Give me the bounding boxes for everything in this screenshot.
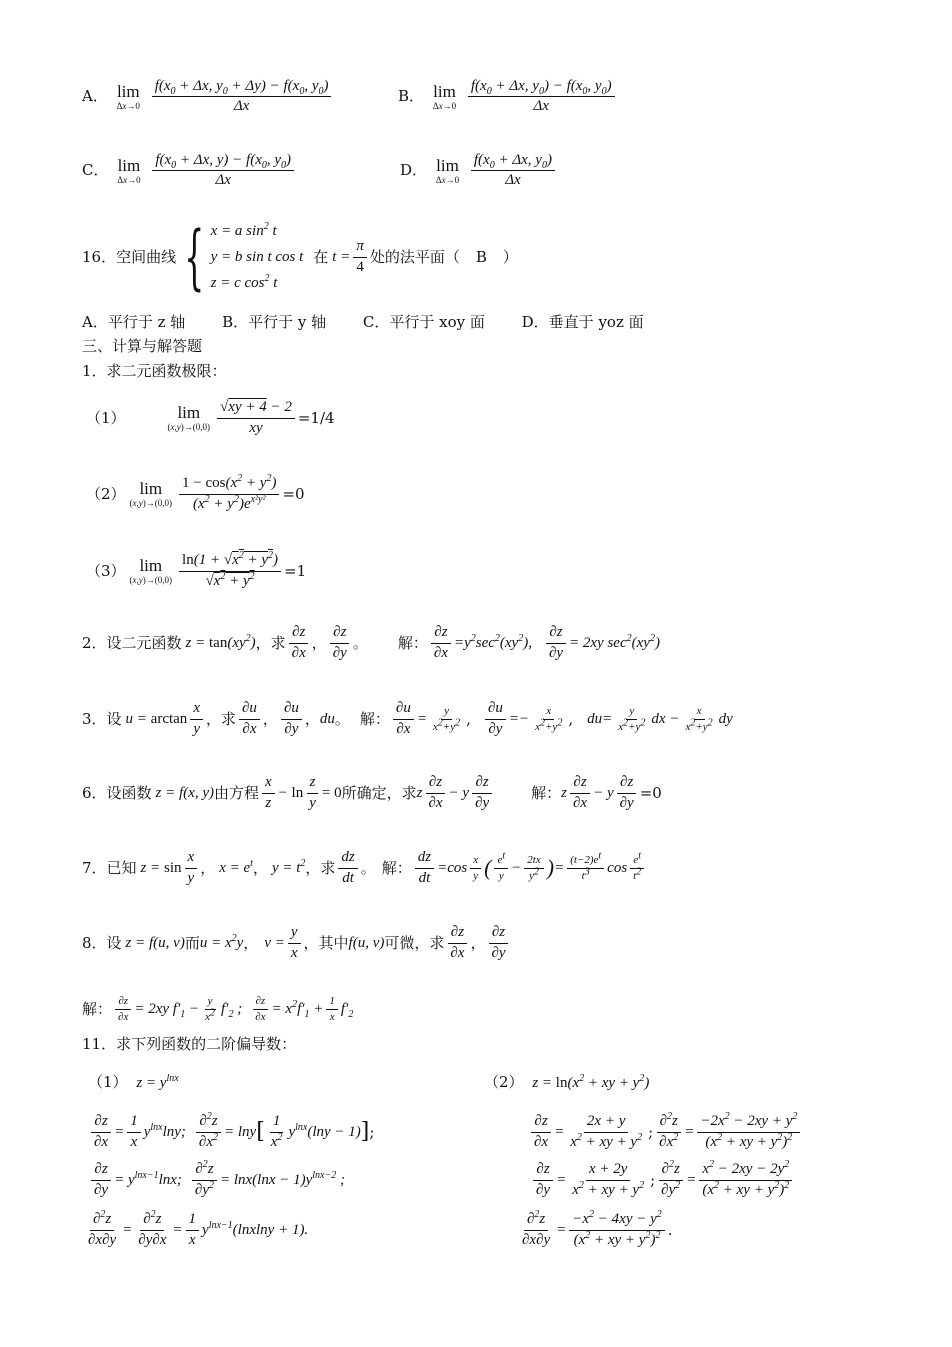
fraction: $\frac{2tx}{y^2}$ xyxy=(524,854,543,882)
limit-operator: lim (x,y)→(0,0) xyxy=(167,403,211,432)
q11-part-2: （2） $z = \ln(x^2$ + xy + $y^2$) xyxy=(484,1073,650,1091)
fraction: $\frac{x}{y}$ xyxy=(470,854,481,882)
fraction: $\frac{\partial z}{\partial x}$ xyxy=(91,1113,111,1151)
fraction: $\frac{\partial z}{\partial x}$ xyxy=(531,1113,551,1151)
question-7: 7．已知 z = sin $\frac{x}{y}$ ， $x = e^t$ ， $y = t^2$ ，求 $\frac{dz}{dt}$ 。 解： $\frac{dz}{dt}$ =cos $\frac{x}{y}$ ( $\frac{e^t}{y}$ − $\frac{2tx}{y^2}$ ) = $\frac{(t-2)e^t}{t^3}$ cos $\frac{e^t}{t^2}$ xyxy=(82,845,647,891)
fraction: $\frac{\partial^2z}{\partial x^2}$ xyxy=(656,1113,681,1151)
fraction: $\frac{\pi}{4}$ xyxy=(353,238,367,276)
fraction: $\frac{\partial z}{\partial y}$ xyxy=(533,1161,553,1199)
q8-solution: 解： $\frac{\partial z}{\partial x}$ = 2xy $f'_1$ − $\frac{y}{x^2}$ $f'_2$ ; $\frac{\partial z}{\partial x}$ = $x^2f'_1$ + $\frac{1}{x}$ $f'_2$ xyxy=(82,994,354,1023)
fraction: $\frac{f(x_0 + \Delta x, y_0)}{\Delta x}$ xyxy=(471,152,555,190)
fraction: $\frac{dz}{dt}$ xyxy=(415,849,434,887)
fraction: $\frac{\partial z}{\partial y}$ xyxy=(330,624,350,662)
fraction: $\frac{(t-2)e^t}{t^3}$ xyxy=(567,854,604,882)
fraction: $\frac{x}{x^2+y^2}$ xyxy=(685,704,713,733)
fraction: $\frac{\partial u}{\partial y}$ xyxy=(281,700,302,738)
q1-title: 1．求二元函数极限： xyxy=(82,362,227,380)
left-brace: { xyxy=(184,216,205,298)
q11-2-line-3: $\frac{\partial^2z}{\partial x\partial y}$ = $\frac{-x^2 - 4xy - y^2}{(x^2 + xy + y^2)^2}$ . xyxy=(516,1208,673,1252)
fraction: $\frac{z}{y}$ xyxy=(306,774,319,812)
fraction: $\frac{x}{y}$ xyxy=(185,849,198,887)
answer: B xyxy=(475,248,487,266)
fraction: $\frac{\partial z}{\partial x}$ xyxy=(115,995,131,1023)
q11-1-line-3: $\frac{\partial^2z}{\partial x\partial y}$ = $\frac{\partial^2z}{\partial y\partial x}$ = $\frac{1}{x}$ $y^{lnx-1}(lnxlny + 1)$. xyxy=(82,1208,308,1252)
limit-operator: lim Δx→0 xyxy=(116,81,140,111)
fraction: $\frac{y}{x^2}$ xyxy=(205,994,215,1023)
fraction: $\frac{x}{y}$ xyxy=(190,700,203,738)
fraction: $\frac{y}{x}$ xyxy=(288,924,301,962)
question-16: 16． 空间曲线 { x = a $\sin^2 t$ y = b sin t cos t z = c $\cos^2 t$ 在 t = $\frac{\pi}{4}$ 处的法平面（ B ） xyxy=(82,216,518,298)
limit-operator: lim Δx→0 xyxy=(432,81,457,111)
question-2: 2．设二元函数 $z = \tan(xy^2)$ ，求 $\frac{\partial z}{\partial x}$ ， $\frac{\partial z}{\partial y}$ 。 解： $\frac{\partial z}{\partial x}$ $=y^2\sec^2(xy^2)$, $\frac{\partial z}{\partial y}$ = 2xy $\sec^2(xy^2)$ xyxy=(82,624,660,661)
option-b: B． lim Δx→0 $\frac{f(x_0 + \Delta x, y_0) - f(x_0, y_0)}{\Delta x}$ xyxy=(398,78,618,116)
q11-1-line-2: $\frac{\partial z}{\partial y}$ = $y^{lnx-1}\ln x$; $\frac{\partial^2z}{\partial y^2}$ = $\ln x(\ln x - 1)y^{lnx-2}$ ; xyxy=(88,1158,345,1202)
option-c: C． lim Δx→0 $\frac{f(x_0 + \Delta x, y) - f(x_0, y_0)}{\Delta x}$ xyxy=(82,152,297,190)
fraction: $\frac{\partial z}{\partial x}$ xyxy=(447,924,467,962)
fraction: $\frac{f(x_0 + \Delta x, y_0 + \Delta y) - f(x_0, y_0)}{\Delta x}$ xyxy=(152,78,332,116)
question-8: 8．设 z = f(u, v) 而 $u = x^2y$ ， v = $\frac{y}{x}$ ，其中 f(u, v) 可微，求 $\frac{\partial z}{\partial x}$ ， $\frac{\partial z}{\partial y}$ xyxy=(82,918,512,968)
question-6: 6．设函数 z = f(x, y) 由方程 $\frac{x}{z}$ − ln $\frac{z}{y}$ = 0 所确定，求 z $\frac{\partial z}{\partial x}$ − y $\frac{\partial z}{\partial y}$ 解： z $\frac{\partial z}{\partial x}$ − y $\frac{\partial z}{\partial y}$ =0 xyxy=(82,774,662,811)
fraction: $\frac{x^2 - 2xy - 2y^2}{(x^2 + xy + y^2)^2}$ xyxy=(699,1161,792,1199)
limit-operator: lim Δx→0 xyxy=(435,155,460,185)
fraction: $\frac{1}{x^2}$ xyxy=(270,1113,283,1150)
fraction: $\frac{\partial z}{\partial y}$ xyxy=(472,774,492,812)
q11-2-line-2: $\frac{\partial z}{\partial y}$ = $\frac{x + 2y}{x^2 + xy + y^2}$ ; $\frac{\partial^2z}{\partial y^2}$ = $\frac{x^2 - 2xy - 2y^2}{(x^2 + xy + y^2)^2}$ xyxy=(530,1158,795,1202)
fraction: $\frac{\partial^2z}{\partial x\partial y}$ xyxy=(88,1209,117,1248)
q11-2-line-1: $\frac{\partial z}{\partial x}$ = $\frac{2x + y}{x^2 + xy + y^2}$ ; $\frac{\partial^2z}{\partial x^2}$ = $\frac{-2x^2 - 2xy + y^2}{(x^2 + xy + y^2)^2}$ xyxy=(528,1110,803,1154)
q11-title: 11．求下列函数的二阶偏导数： xyxy=(82,1035,297,1053)
fraction: $\frac{1}{x}$ xyxy=(326,995,338,1023)
option-d: D． lim Δx→0 $\frac{f(x_0 + \Delta x, y_0)}{\Delta x}$ xyxy=(400,152,558,190)
fraction: $\frac{f(x_0 + \Delta x, y) - f(x_0, y_0)}{\Delta x}$ xyxy=(152,152,294,190)
fraction: $\frac{e^t}{t^2}$ xyxy=(630,854,644,882)
option-a: A． lim Δx→0 $\frac{f(x_0 + \Delta x, y_0 + \Delta y) - f(x_0, y_0)}{\Delta x}$ xyxy=(82,78,334,116)
fraction: $\frac{\partial z}{\partial x}$ xyxy=(252,995,268,1023)
fraction: $\frac{1 - \cos(x^2 + y^2)}{(x^2 + y^2)e^{x^2y^2}}$ xyxy=(179,475,279,513)
fraction: $\frac{\partial z}{\partial y}$ xyxy=(91,1161,111,1199)
fraction: $\frac{-2x^2 - 2xy + y^2}{(x^2 + xy + y^2)^2}$ xyxy=(697,1113,800,1151)
fraction: $\frac{\partial z}{\partial x}$ xyxy=(425,774,445,812)
fraction: $\frac{y}{x^2+y^2}$ xyxy=(432,704,461,733)
q11-1-line-1: $\frac{\partial z}{\partial x}$ = $\frac{1}{x}$ $y^{lnx}\ln y$; $\frac{\partial^2z}{\partial x^2}$ = lny [ $\frac{1}{x^2}$ $y^{lnx}(\ln y - 1)$ ] ; xyxy=(88,1110,374,1154)
fraction: $\frac{2x + y}{x^2 + xy + y^2}$ xyxy=(570,1113,643,1150)
fraction: $\frac{\partial z}{\partial y}$ xyxy=(546,624,566,662)
limit-operator: lim (x,y)→(0,0) xyxy=(129,479,173,508)
limit-operator: lim (x,y)→(0,0) xyxy=(129,556,173,585)
q1-part-3: （3） lim (x,y)→(0,0) $\frac{\ln(1 + √x^2 + y^2)}{√x^2 + y^2}$ =1 xyxy=(86,550,307,589)
fraction: $\frac{\partial u}{\partial y}$ xyxy=(485,700,506,738)
q1-part-1: （1） lim (x,y)→(0,0) $\frac{√xy + 4 - 2}{xy}$ =1/4 xyxy=(86,399,335,436)
fraction: $\frac{\partial z}{\partial y}$ xyxy=(488,924,508,962)
fraction: $\frac{\partial^2z}{\partial x\partial y}$ xyxy=(522,1209,551,1248)
fraction: $\frac{e^t}{y}$ xyxy=(494,854,508,882)
fraction: $\frac{-x^2 - 4xy - y^2}{(x^2 + xy + y^2)^2}$ xyxy=(569,1211,665,1249)
q16-options: A．平行于 z 轴 B．平行于 y 轴 C．平行于 xoy 面 D．垂直于 yoz 面 xyxy=(82,313,644,331)
fraction: $\frac{\partial z}{\partial y}$ xyxy=(617,774,637,812)
fraction: $\frac{\partial u}{\partial x}$ xyxy=(393,700,414,738)
q1-part-2: （2） lim (x,y)→(0,0) $\frac{1 - \cos(x^2 + y^2)}{(x^2 + y^2)e^{x^2y^2}}$ =0 xyxy=(86,473,305,512)
fraction: $\frac{\partial^2z}{\partial y^2}$ xyxy=(192,1161,217,1199)
curve-equations: x = a $\sin^2 t$ y = b sin t cos t z = c $\cos^2 t$ xyxy=(210,221,304,291)
fraction: $\frac{\partial u}{\partial x}$ xyxy=(239,700,260,738)
fraction: $\frac{f(x_0 + \Delta x, y_0) - f(x_0, y_0)}{\Delta x}$ xyxy=(468,78,615,116)
fraction: $\frac{\partial z}{\partial x}$ xyxy=(570,774,590,812)
fraction: $\frac{1}{x}$ xyxy=(186,1211,200,1249)
fraction: $\frac{\ln(1 + √x^2 + y^2)}{√x^2 + y^2}$ xyxy=(179,552,281,590)
fraction: $\frac{x + 2y}{x^2 + xy + y^2}$ xyxy=(572,1161,645,1198)
fraction: $\frac{√xy + 4 - 2}{xy}$ xyxy=(217,399,295,437)
fraction: $\frac{x}{x^2+y^2}$ xyxy=(535,704,563,733)
fraction: $\frac{1}{x}$ xyxy=(127,1113,141,1151)
fraction: $\frac{\partial^2z}{\partial x^2}$ xyxy=(196,1113,221,1151)
fraction: $\frac{dz}{dt}$ xyxy=(338,849,357,887)
question-3: 3．设 u = arctan $\frac{x}{y}$ ，求 $\frac{\partial u}{\partial x}$ ， $\frac{\partial u}{\partial y}$ ， du 。 解： $\frac{\partial u}{\partial x}$ = $\frac{y}{x^2+y^2}$ , $\frac{\partial u}{\partial y}$ =− $\frac{x}{x^2+y^2}$ , du= $\frac{y}{x^2+y^2}$ dx − $\frac{x}{x^2+y^2}$ dy xyxy=(82,700,733,737)
limit-operator: lim Δx→0 xyxy=(117,155,141,185)
fraction: $\frac{\partial^2z}{\partial y^2}$ xyxy=(658,1161,683,1199)
fraction: $\frac{\partial z}{\partial x}$ xyxy=(431,624,451,662)
fraction: $\frac{\partial z}{\partial x}$ xyxy=(289,624,309,662)
fraction: $\frac{x}{z}$ xyxy=(262,774,275,812)
q11-part-1: （1） $z = y^{lnx}$ xyxy=(88,1073,179,1091)
fraction: $\frac{y}{x^2+y^2}$ xyxy=(618,704,646,733)
fraction: $\frac{\partial^2z}{\partial y\partial x}$ xyxy=(138,1209,167,1248)
section-heading: 三、计算与解答题 xyxy=(82,337,203,355)
